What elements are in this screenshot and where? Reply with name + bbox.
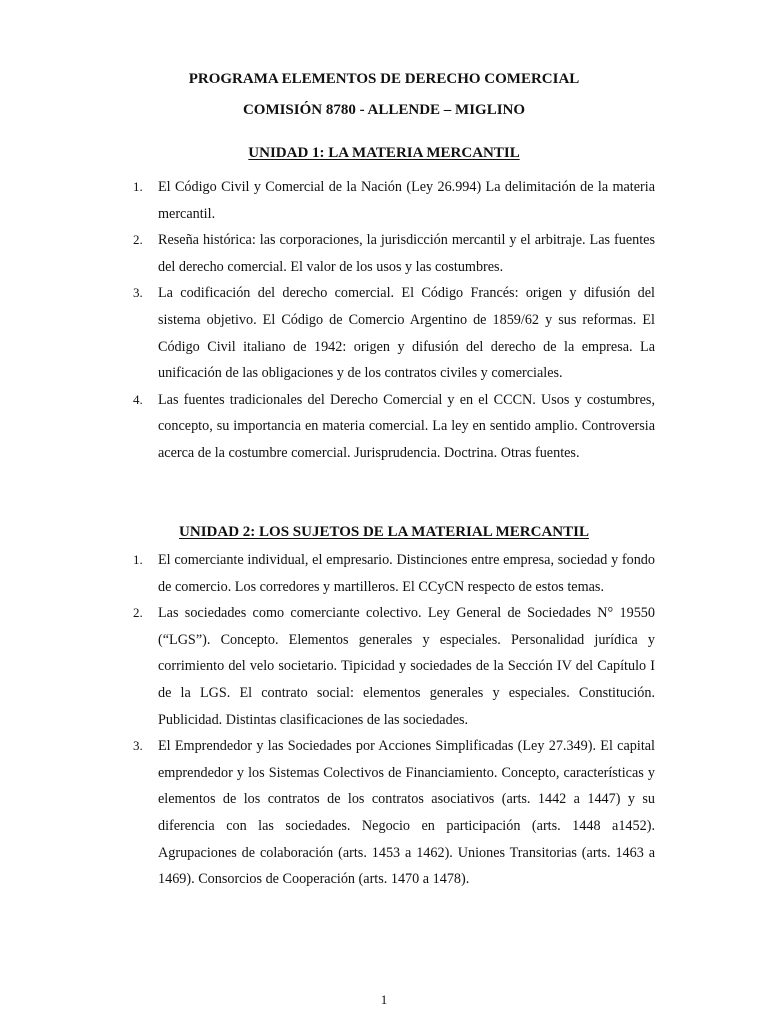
list-item-number: 2. bbox=[133, 605, 143, 621]
unit-1-list bbox=[0, 174, 655, 467]
list-item-number: 1. bbox=[133, 552, 143, 567]
list-item-text: Reseña histórica: las corporaciones, la jurisdicción mercantil y el arbitraje. Las fuentes del derecho comercial. El valor de los usos y las costumbres. bbox=[158, 232, 655, 275]
list-item bbox=[0, 733, 655, 893]
list-item bbox=[0, 280, 655, 386]
unit-2-heading-text: UNIDAD 2: LOS SUJETOS DE LA MATERIAL MERCANTIL bbox=[179, 524, 589, 540]
list-item-text: El Código Civil y Comercial de la Nación (Ley 26.994) La delimitación de la materia mercantil. bbox=[158, 179, 655, 222]
list-item-number: 1. bbox=[133, 179, 143, 194]
list-item-number: 3. bbox=[133, 285, 143, 301]
list-item-text: Las sociedades como comerciante colectivo. Ley General de Sociedades N° 19550 (“LGS”). Concepto. Elementos generales y especiales. Personalidad jurídica y corrimiento del velo societario. Tipicidad y sociedades de la Sección IV del Capítulo I de la LGS. El contrato social: elementos generales y especiales. Constitución. Publicidad. Distintas clasificaciones de las sociedades. bbox=[158, 605, 655, 728]
list-item bbox=[0, 547, 655, 600]
list-item-text: El comerciante individual, el empresario. Distinciones entre empresa, sociedad y fondo de comercio. Los corredores y martilleros. El CCyCN respecto de estos temas. bbox=[158, 552, 655, 595]
list-item bbox=[0, 227, 655, 280]
unit-2-list bbox=[0, 547, 655, 893]
unit-2-heading bbox=[0, 523, 768, 541]
list-item bbox=[0, 600, 655, 733]
page-number: 1 bbox=[380, 992, 388, 1007]
list-item-number: 3. bbox=[133, 738, 143, 754]
list-item-number: 4. bbox=[133, 391, 143, 407]
list-item bbox=[0, 174, 655, 227]
list-item-text: Las fuentes tradicionales del Derecho Comercial y en el CCCN. Usos y costumbres, concepto, su importancia en materia comercial. La ley en sentido amplio. Controversia acerca de la costumbre comercial. Jurisprudencia. Doctrina. Otras fuentes. bbox=[158, 391, 655, 461]
list-item-text: La codificación del derecho comercial. El Código Francés: origen y difusión del sistema objetivo. El Código de Comercio Argentino de 1859/62 y sus reformas. El Código Civil italiano de 1942: origen y difusión del derecho de la empresa. La unificación de las obligaciones y de los contratos civiles y comerciales. bbox=[158, 285, 655, 382]
list-item-number: 2. bbox=[133, 232, 143, 248]
list-item-text: El Emprendedor y las Sociedades por Acciones Simplificadas (Ley 27.349). El capital emprendedor y los Sistemas Colectivos de Financiamiento. Concepto, características y elementos de los contratos de los contratos asociativos (arts. 1442 a 1447) y su diferencia con las sociedades. Negocio en participación (arts. 1448 a1452). Agrupaciones de colaboración (arts. 1453 a 1462). Uniones Transitorias (arts. 1463 a 1469). Consorcios de Cooperación (arts. 1470 a 1478). bbox=[158, 738, 655, 888]
document-subtitle: COMISIÓN 8780 - ALLENDE – MIGLINO bbox=[242, 102, 526, 118]
document-title: PROGRAMA ELEMENTOS DE DERECHO COMERCIAL bbox=[188, 71, 580, 87]
unit-1-heading bbox=[0, 144, 768, 162]
list-item bbox=[0, 387, 655, 467]
unit-1-heading-text: UNIDAD 1: LA MATERIA MERCANTIL bbox=[248, 145, 520, 161]
